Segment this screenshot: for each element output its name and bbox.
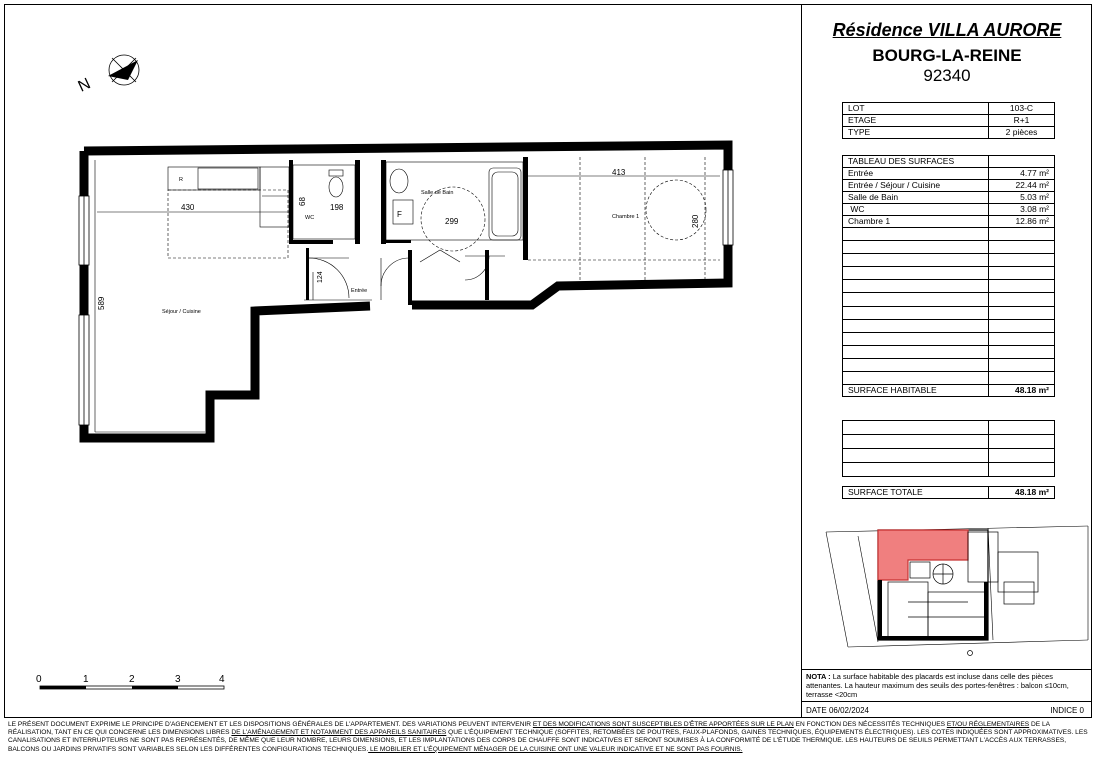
disclaimer-underlined: LE MOBILIER ET L'ÉQUIPEMENT MÉNAGER DE LA CUISINE ONT UNE VALEUR INDICATIVE ET NE SONT PAS FOURNIS. [368,745,743,753]
disclaimer-part: EN FONCTION DES NÉCESSITÉS TECHNIQUES [793,721,947,728]
nota-text: La surface habitable des placards est incluse dans celle des pièces attenantes. La hauteur maximum des seuils des portes-fenêtres : balcon ≤10cm, terrasse <20cm [806,672,1069,699]
surfaces-heading-row [843,156,1055,168]
surface-value: 22.44 m² [989,180,1055,192]
nota-label: NOTA : [806,672,831,681]
label-r: R [179,177,183,183]
lot-row [843,103,1055,115]
type-value: 2 pièces [989,127,1055,139]
surface-label: Entrée / Séjour / Cuisine [843,180,989,192]
lot-label: LOT [843,103,989,115]
label-sejour: Séjour / Cuisine [162,309,201,315]
surfaces-heading: TABLEAU DES SURFACES [843,156,989,168]
surface-value: 5.03 m² [989,192,1055,204]
scale-tick-0: 0 [36,674,42,685]
surface-label: Chambre 1 [843,216,989,228]
dim-198: 198 [330,203,344,212]
label-sdb: Salle de Bain [421,190,454,196]
outer-wall-top-right [84,145,728,305]
empty-row [843,228,1055,241]
habitable-row [843,385,1055,397]
empty-row [843,319,1055,332]
disclaimer-underlined: ET/OU RÉGLEMENTAIRES [946,721,1030,728]
etage-label: ETAGE [843,115,989,127]
city-name: BOURG-LA-REINE [872,46,1022,65]
key-plan [818,522,1090,664]
disclaimer-underlined: DE L'AMÉNAGEMENT ET NOTAMMENT DES APPAREILS SANITAIRES [231,729,447,737]
surface-row [843,168,1055,180]
indice-text: INDICE 0 [1050,706,1084,715]
disclaimer-part: LE PRÉSENT DOCUMENT EXPRIME LE PRINCIPE D'AGENCEMENT ET LES DISPOSITIONS GÉNÉRALES DE L'APPARTEMENT. DES VARIATIONS PEUVENT INTERVENIR [8,721,533,728]
dim-413: 413 [612,168,626,177]
label-chambre: Chambre 1 [612,214,640,220]
dim-589: 589 [97,296,106,310]
scale-tick-3: 3 [175,674,181,685]
surface-value: 12.86 m² [989,216,1055,228]
dim-299: 299 [445,217,459,226]
legal-disclaimer [8,721,1088,754]
zip-code: 92340 [923,66,971,85]
type-label: TYPE [843,127,989,139]
habitable-label: SURFACE HABITABLE [843,385,989,397]
surface-label: Entrée [843,168,989,180]
label-entree: Entrée [351,288,368,294]
exterior-table [842,420,1055,477]
dim-430: 430 [181,203,195,212]
empty-row [843,267,1055,280]
empty-row [843,254,1055,267]
surface-value: 3.08 m² [989,204,1055,216]
disclaimer-part: DE LA RÉALISATION, TANT EN CE QUI CONCERNE LES DIMENSIONS LIBRES [8,721,1050,737]
date-bar [802,701,1092,719]
empty-row [843,332,1055,345]
etage-row [843,115,1055,127]
empty-row [843,280,1055,293]
label-wc: WC [305,215,315,221]
nota-note [802,669,1092,701]
total-label: SURFACE TOTALE [843,487,989,499]
empty-row [843,358,1055,371]
surface-label: WC [843,204,989,216]
empty-row [843,345,1055,358]
habitable-value: 48.18 m² [989,385,1055,397]
disclaimer-part: QUE L'ÉQUIPEMENT TECHNIQUE (SOFFITES, RETOMBÉES DE POUTRES, FAUX-PLAFONDS, GAINES TECHNIQUES, ÉQUIPEMENTS ÉLECTRIQUES). LES COTES INDIQUÉES SONT APPROXIMATIVES. LES CANALISATIONS ET INTERRUPTEURS NE SONT PAS REPRÉSENTÉS, DE MÊME QUE LEUR NOMBRE, LEURS DIMENSIONS, ET LES IMPLANTATIONS DES CORPS DE CHAUFFE SONT INDICATIVES ET SERONT SOUMISES À LA CONFORMITÉ DE L'ÉTUDE THERMIQUE. LES HAUTEURS DE SEUILS PERMETTANT L'ACCÈS AUX TERRASSES, BALCONS OU JARDINS PRIVATIFS SONT VARIABLES SELON LES DIFFÉRENTES CONFIGURATIONS TECHNIQUES. [8,729,1088,753]
scale-tick-1: 1 [83,674,89,685]
surface-row [843,216,1055,228]
scale-bar [34,670,234,696]
surface-value: 4.77 m² [989,168,1055,180]
label-f: F [397,210,402,219]
total-value: 48.18 m² [989,487,1055,499]
surface-label: Salle de Bain [843,192,989,204]
surface-row [843,204,1055,216]
scale-tick-4: 4 [219,674,225,685]
empty-row [843,463,1055,477]
type-row [843,127,1055,139]
empty-row [843,435,1055,449]
empty-row [843,306,1055,319]
etage-value: R+1 [989,115,1055,127]
scale-tick-2: 2 [129,674,135,685]
surface-row [843,192,1055,204]
empty-row [843,421,1055,435]
empty-row [843,372,1055,385]
lot-info-table [842,102,1055,139]
total-row [843,487,1055,499]
surfaces-table [842,155,1055,397]
lot-value: 103-C [989,103,1055,115]
outer-wall-left [84,151,370,438]
empty-row [843,241,1055,254]
compass-icon [72,44,152,100]
disclaimer-underlined: ET DES MODIFICATIONS SONT SUSCEPTIBLES D'ÊTRE APPORTÉES SUR LE PLAN [532,721,794,728]
dim-124: 124 [317,271,324,283]
dim-68: 68 [298,197,307,206]
surface-row [843,180,1055,192]
empty-row [843,293,1055,306]
dim-280: 280 [691,214,700,228]
north-label: N [75,75,94,96]
title-block-divider [801,4,802,718]
date-text: DATE 06/02/2024 [806,706,870,715]
residence-title: Résidence VILLA AURORE [832,20,1062,40]
empty-row [843,449,1055,463]
total-table [842,486,1055,499]
